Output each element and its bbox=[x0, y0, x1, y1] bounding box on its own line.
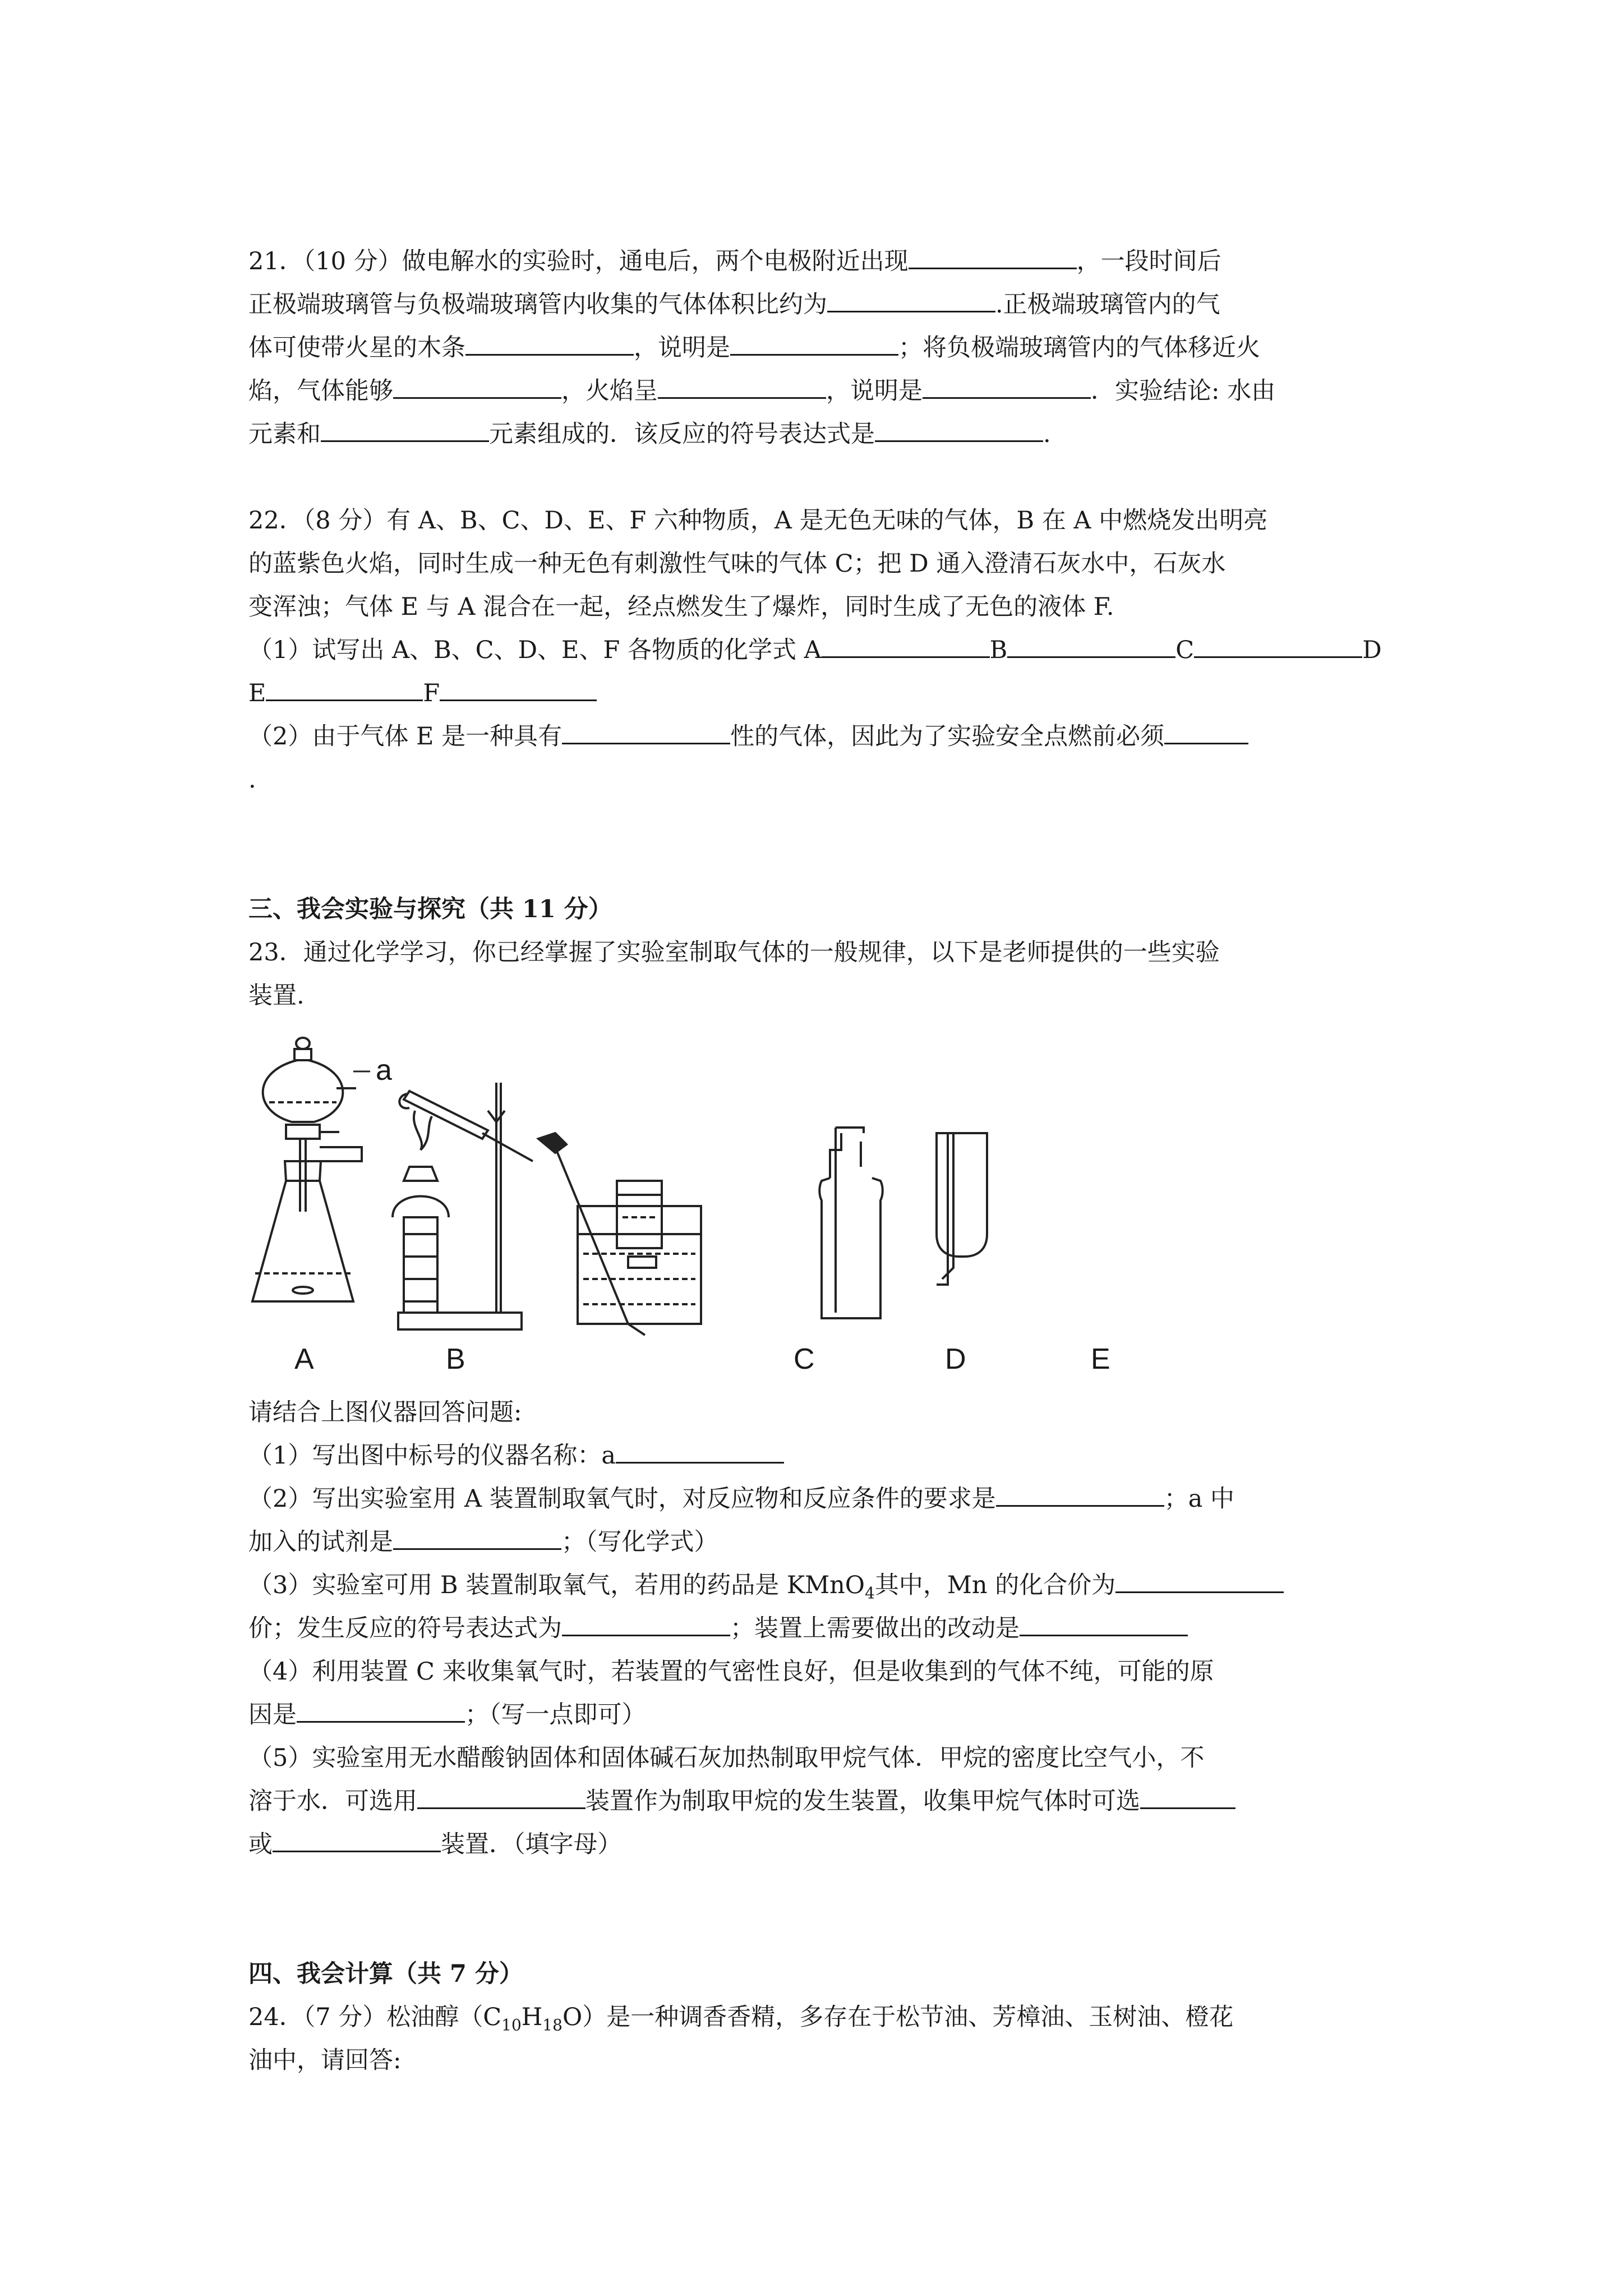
answer-blank[interactable] bbox=[658, 376, 826, 399]
q23-part-2-cont: 加入的试剂是 ；（写化学式） bbox=[248, 1528, 718, 1556]
answer-blank[interactable] bbox=[1020, 1613, 1188, 1636]
label-C: C bbox=[794, 1343, 815, 1375]
answer-blank[interactable] bbox=[266, 678, 423, 701]
answer-blank[interactable] bbox=[1194, 635, 1362, 658]
q21-text: 21．（10 分）做电解水的实验时，通电后，两个电极附近出现 bbox=[248, 247, 909, 275]
answer-blank[interactable] bbox=[1164, 721, 1248, 744]
answer-blank[interactable] bbox=[440, 678, 597, 701]
section-4-heading: 四、我会计算（共 7 分） bbox=[248, 1960, 523, 1988]
q23-part-5: （5）实验室用无水醋酸钠固体和固体碱石灰加热制取甲烷气体．甲烷的密度比空气小，不 bbox=[248, 1744, 1205, 1772]
apparatus-a bbox=[252, 1038, 362, 1301]
q22-line-3: 变浑浊；气体 E 与 A 混合在一起，经点燃发生了爆炸，同时生成了无色的液体 F. bbox=[248, 593, 1114, 621]
q21-line-2: 正极端玻璃管与负极端玻璃管内收集的气体体积比约为 .正极端玻璃管内的气 bbox=[248, 291, 1220, 319]
answer-blank[interactable] bbox=[923, 376, 1091, 399]
q22-part-2: （2）由于气体 E 是一种具有 性的气体，因此为了实验安全点燃前必须 bbox=[248, 715, 1248, 758]
q21-line-1: 21．（10 分）做电解水的实验时，通电后，两个电极附近出现 ，一段时间后 bbox=[248, 247, 1221, 275]
label-E: E bbox=[1091, 1343, 1110, 1375]
q22-part-2-end: . bbox=[248, 766, 256, 794]
answer-blank[interactable] bbox=[1140, 1786, 1235, 1809]
answer-blank[interactable] bbox=[562, 721, 730, 744]
q23-part-2: （2）写出实验室用 A 装置制取氧气时，对反应物和反应条件的要求是 ；a 中 bbox=[248, 1485, 1235, 1513]
q22-line-2: 的蓝紫色火焰，同时生成一种无色有刺激性气味的气体 C；把 D 通入澄清石灰水中，石灰水 bbox=[248, 550, 1226, 578]
q23-part-3-cont: 价；发生反应的符号表达式为 ；装置上需要做出的改动是 bbox=[248, 1607, 1188, 1650]
label-A: A bbox=[294, 1343, 314, 1375]
answer-blank[interactable] bbox=[822, 635, 990, 658]
answer-blank[interactable] bbox=[909, 246, 1077, 269]
apparatus-c bbox=[538, 1133, 701, 1335]
answer-blank[interactable] bbox=[827, 289, 995, 312]
apparatus-e bbox=[937, 1133, 987, 1285]
apparatus-figure bbox=[241, 1032, 1161, 1380]
apparatus-b bbox=[393, 1083, 533, 1329]
q23-part-3: （3）实验室可用 B 装置制取氧气，若用的药品是 KMnO$_4$其中，Mn 的化合价为 bbox=[248, 1564, 1284, 1607]
answer-blank[interactable] bbox=[417, 1786, 585, 1809]
q23-line-2: 装置. bbox=[248, 982, 305, 1010]
q21-line-3: 体可使带火星的木条 ，说明是 ；将负极端玻璃管内的气体移近火 bbox=[248, 334, 1260, 362]
label-B: B bbox=[446, 1343, 465, 1375]
q21-line-4: 焰，气体能够 ，火焰呈 ，说明是 ．实验结论: 水由 bbox=[248, 377, 1276, 405]
q22-part-1: （1）试写出 A、B、C、D、E、F 各物质的化学式 A B C D bbox=[248, 636, 1382, 664]
answer-blank[interactable] bbox=[562, 1613, 730, 1636]
q21-line-5: 元素和 元素组成的．该反应的符号表达式是 . bbox=[248, 420, 1051, 448]
q23-intro: 请结合上图仪器回答问题: bbox=[248, 1398, 522, 1427]
q22-line-1: 22．（8 分）有 A、B、C、D、E、F 六种物质，A 是无色无味的气体，B 在 A 中燃烧发出明亮 bbox=[248, 507, 1268, 535]
q23-part-1: （1）写出图中标号的仪器名称：a bbox=[248, 1434, 784, 1477]
answer-blank[interactable] bbox=[393, 376, 561, 399]
section-3-heading: 三、我会实验与探究（共 11 分） bbox=[248, 895, 612, 923]
q23-part-4-cont: 因是 ；（写一点即可） bbox=[248, 1701, 646, 1729]
q24-line-2: 油中，请回答: bbox=[248, 2046, 402, 2074]
answer-blank[interactable] bbox=[321, 419, 489, 442]
answer-blank[interactable] bbox=[297, 1700, 465, 1723]
label-D: D bbox=[945, 1343, 966, 1375]
answer-blank[interactable] bbox=[393, 1527, 561, 1550]
answer-blank[interactable] bbox=[1007, 635, 1175, 658]
label-a: a bbox=[376, 1054, 392, 1087]
answer-blank[interactable] bbox=[465, 333, 634, 356]
answer-blank[interactable] bbox=[616, 1441, 784, 1464]
answer-blank[interactable] bbox=[273, 1829, 441, 1852]
answer-blank[interactable] bbox=[730, 333, 898, 356]
q22-part-1-cont: E F bbox=[248, 672, 597, 715]
answer-blank[interactable] bbox=[1115, 1570, 1284, 1593]
q23-part-4: （4）利用装置 C 来收集氧气时，若装置的气密性良好，但是收集到的气体不纯，可能的原 bbox=[248, 1658, 1214, 1686]
q24-line-1: 24．（7 分）松油醇$(C_{10}H_{18}O)$是一种调香香精，多存在于松节油、芳樟油、玉树油、橙花 bbox=[248, 2003, 1234, 2035]
apparatus-d bbox=[819, 1128, 883, 1318]
answer-blank[interactable] bbox=[996, 1484, 1164, 1507]
q23-line-1: 23．通过化学学习，你已经掌握了实验室制取气体的一般规律，以下是老师提供的一些实验 bbox=[248, 938, 1220, 967]
q23-part-5-cont: 溶于水．可选用 装置作为制取甲烷的发生装置，收集甲烷气体时可选 bbox=[248, 1780, 1235, 1823]
q23-part-5-end: 或 装置．（填字母） bbox=[248, 1830, 622, 1858]
answer-blank[interactable] bbox=[875, 419, 1043, 442]
